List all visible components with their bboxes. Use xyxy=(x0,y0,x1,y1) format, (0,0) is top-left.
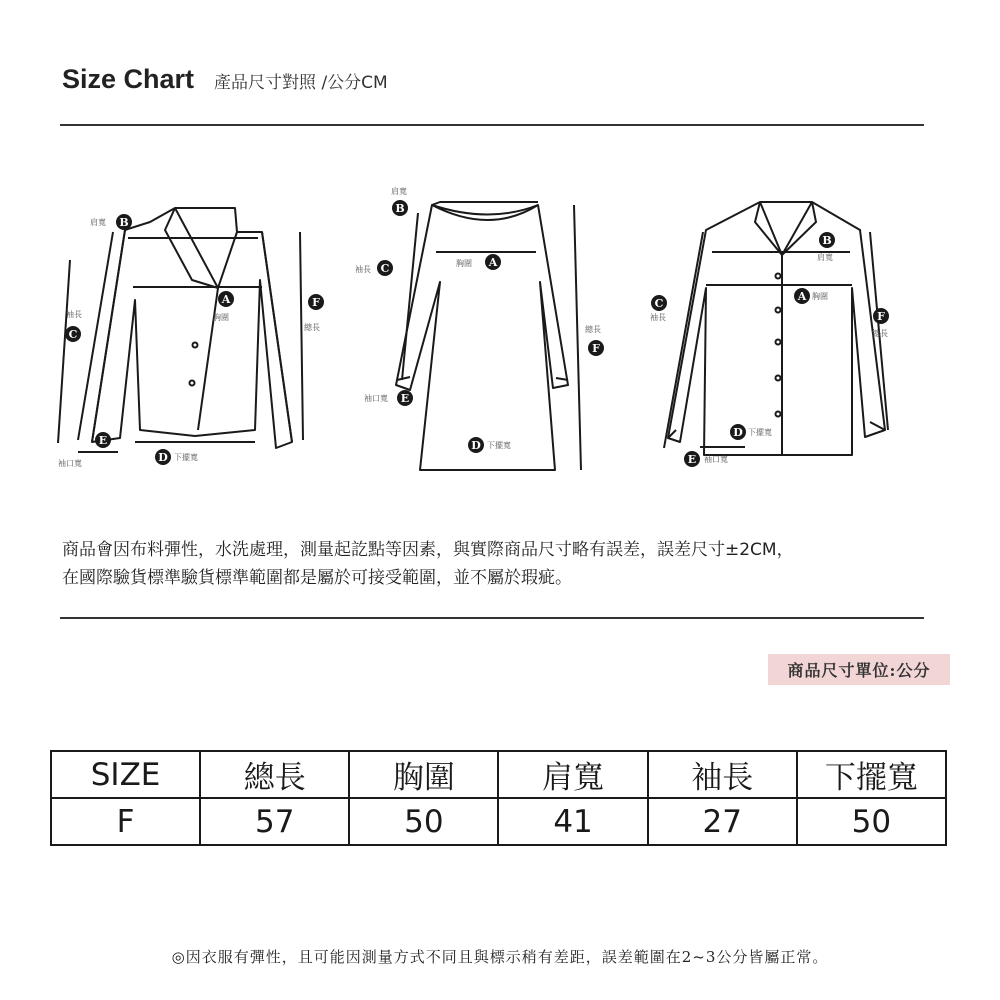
marker-c-dress: C xyxy=(380,262,390,275)
marker-e-blazer: E xyxy=(98,434,108,447)
label-shoulder-dress: 肩寬 xyxy=(391,187,407,196)
garment-diagrams xyxy=(0,180,1000,480)
cell-hem-width: 50 xyxy=(797,798,946,845)
header xyxy=(62,64,388,95)
label-cuff-blazer: 袖口寬 xyxy=(58,459,82,468)
label-sleeve-blazer: 袖長 xyxy=(66,310,82,319)
measurement-notes xyxy=(62,536,794,592)
header-hem-width: 下擺寬 xyxy=(797,751,946,798)
marker-e-dress: E xyxy=(400,392,410,405)
diagram-text-labels xyxy=(58,186,888,468)
bottom-divider xyxy=(60,617,924,619)
marker-a-dress: A xyxy=(488,256,498,269)
cell-total-length: 57 xyxy=(200,798,349,845)
shirt-diagram xyxy=(664,202,888,455)
notes-line-1: 商品會因布料彈性，水洗處理，測量起訖點等因素，與實際商品尺寸略有誤差，誤差尺寸±2CM， xyxy=(62,540,794,560)
header-chest: 胸圍 xyxy=(349,751,498,798)
label-total-blazer: 總長 xyxy=(304,323,320,332)
marker-c-blazer: C xyxy=(68,328,78,341)
label-chest-dress: 胸圍 xyxy=(456,259,472,268)
notes-line-2: 在國際驗貨標準驗貨標準範圍都是屬於可接受範圍，並不屬於瑕疵。 xyxy=(62,568,572,588)
unit-badge: 商品尺寸單位:公分 xyxy=(768,654,950,685)
label-chest-blazer: 胸圍 xyxy=(213,313,229,322)
marker-d-blazer: D xyxy=(158,451,168,464)
label-sleeve-dress: 袖長 xyxy=(355,265,371,274)
label-hem-blazer: 下擺寬 xyxy=(174,453,198,462)
marker-b-dress: B xyxy=(395,202,405,215)
cell-sleeve-length: 27 xyxy=(648,798,797,845)
marker-b-blazer: B xyxy=(119,216,129,229)
marker-f-shirt: F xyxy=(877,310,885,323)
marker-d-shirt: D xyxy=(733,426,743,439)
cell-chest: 50 xyxy=(349,798,498,845)
label-shoulder-blazer: 肩寬 xyxy=(90,218,106,227)
marker-b-shirt: B xyxy=(822,234,832,247)
label-cuff-shirt: 袖口寬 xyxy=(704,455,728,464)
label-hem-dress: 下擺寬 xyxy=(487,441,511,450)
label-cuff-dress: 袖口寬 xyxy=(364,394,388,403)
table-header-row xyxy=(51,751,946,798)
label-total-shirt: 總長 xyxy=(872,329,888,338)
page-subtitle: 產品尺寸對照 /公分CM xyxy=(214,73,388,93)
marker-d-dress: D xyxy=(471,439,481,452)
header-total-length: 總長 xyxy=(200,751,349,798)
page-title: Size Chart xyxy=(62,64,195,94)
marker-e-shirt: E xyxy=(687,453,697,466)
size-table xyxy=(50,750,947,846)
label-total-dress: 總長 xyxy=(585,325,601,334)
blazer-diagram xyxy=(58,208,303,452)
label-shoulder-shirt: 肩寬 xyxy=(817,253,833,262)
cell-shoulder: 41 xyxy=(498,798,647,845)
marker-a-blazer: A xyxy=(221,293,231,306)
dress-diagram xyxy=(396,202,581,470)
label-hem-shirt: 下擺寬 xyxy=(748,428,772,437)
footer-note: ◎因衣服有彈性，且可能因測量方式不同且與標示稍有差距，誤差範圍在2~3公分皆屬正常。 xyxy=(171,948,829,966)
label-sleeve-shirt: 袖長 xyxy=(650,313,666,322)
header-shoulder: 肩寬 xyxy=(498,751,647,798)
header-size: SIZE xyxy=(51,751,200,798)
cell-size: F xyxy=(51,798,200,845)
marker-f-blazer: F xyxy=(312,296,320,309)
diagram-markers xyxy=(65,200,889,467)
header-sleeve-length: 袖長 xyxy=(648,751,797,798)
marker-f-dress: F xyxy=(592,342,600,355)
marker-a-shirt: A xyxy=(797,290,807,303)
label-chest-shirt: 胸圍 xyxy=(812,292,828,301)
table-row xyxy=(51,798,946,845)
marker-c-shirt: C xyxy=(654,297,664,310)
top-divider xyxy=(60,124,924,126)
